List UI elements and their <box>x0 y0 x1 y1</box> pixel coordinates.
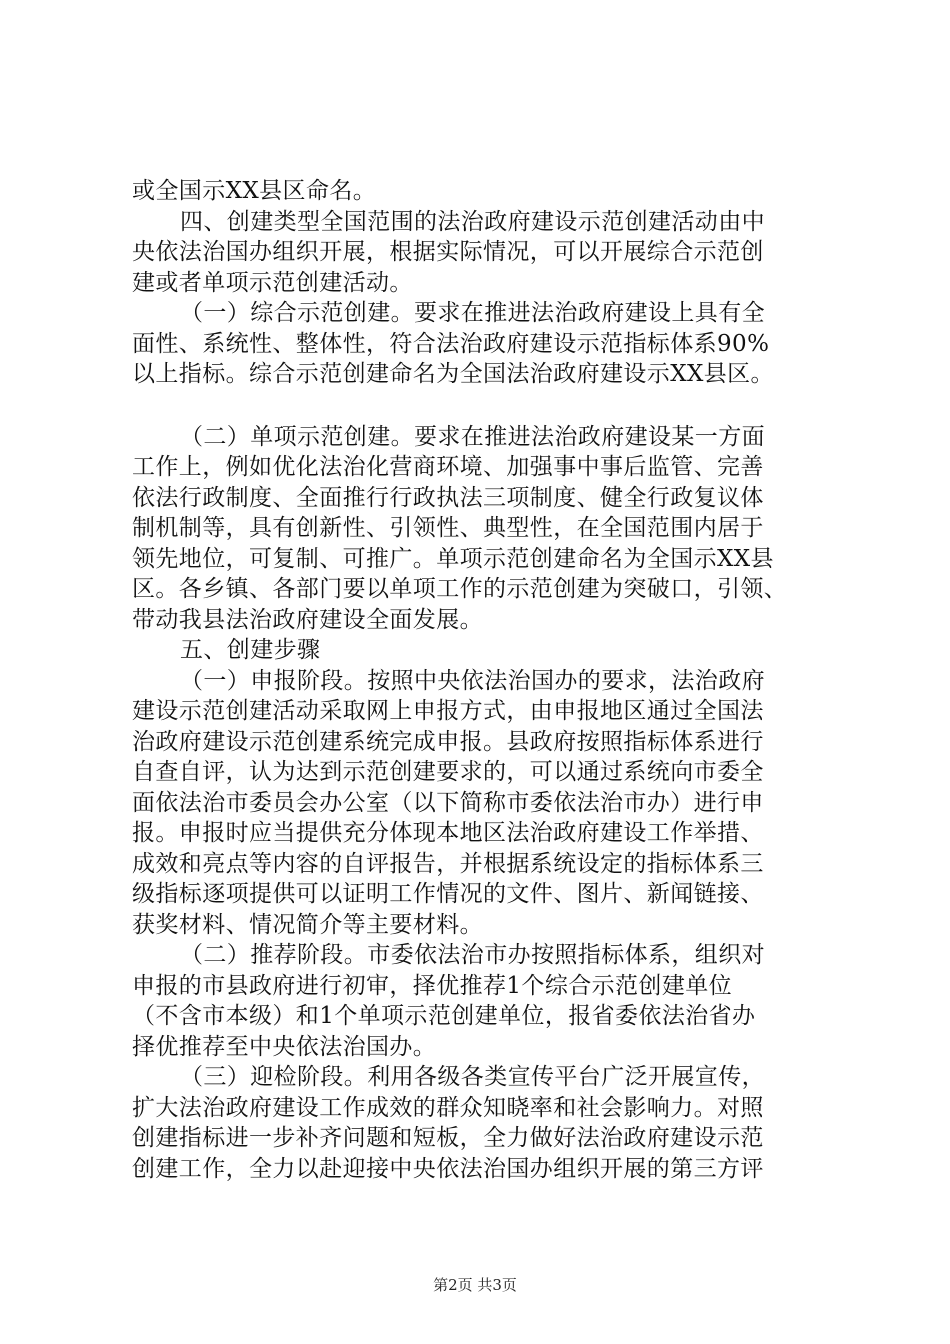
text-line: 面依法治市委员会办公室（以下简称市委依法治市办）进行申 <box>132 790 764 816</box>
page-number-footer: 第2页 共3页 <box>433 1276 517 1294</box>
text-line: （一）申报阶段。按照中央依法治国办的要求，法治政府 <box>180 668 765 694</box>
text-line: 或全国示XX县区命名。 <box>132 178 377 204</box>
text-line: 面性、系统性、整体性，符合法治政府建设示范指标体系90% <box>132 331 770 357</box>
text-line: 获奖材料、情况简介等主要材料。 <box>132 912 483 938</box>
text-line: 申报的市县政府进行初审，择优推荐1个综合示范创建单位 <box>132 973 733 999</box>
text-line: （不含市本级）和1个单项示范创建单位，报省委依法治省办 <box>132 1003 756 1029</box>
text-line: 领先地位，可复制、可推广。单项示范创建命名为全国示XX县 <box>132 546 774 572</box>
text-line: 成效和亮点等内容的自评报告，并根据系统设定的指标体系三 <box>132 851 764 877</box>
text-line: 依法行政制度、全面推行行政执法三项制度、健全行政复议体 <box>132 485 764 511</box>
text-line: 以上指标。综合示范创建命名为全国法治政府建设示XX县区。 <box>132 361 774 387</box>
text-line: 级指标逐项提供可以证明工作情况的文件、图片、新闻链接、 <box>132 881 764 907</box>
text-line: 创建指标进一步补齐问题和短板，全力做好法治政府建设示范 <box>132 1125 764 1151</box>
text-line: 创建工作，全力以赴迎接中央依法治国办组织开展的第三方评 <box>132 1156 764 1182</box>
text-line: 四、创建类型全国范围的法治政府建设示范创建活动由中 <box>180 209 765 235</box>
text-line: （三）迎检阶段。利用各级各类宣传平台广泛开展宣传， <box>180 1064 765 1090</box>
text-line: 工作上，例如优化法治化营商环境、加强事中事后监管、完善 <box>132 454 764 480</box>
text-line: （一）综合示范创建。要求在推进法治政府建设上具有全 <box>180 300 765 326</box>
text-line: 择优推荐至中央依法治国办。 <box>132 1034 437 1060</box>
text-line: 建设示范创建活动采取网上申报方式，由申报地区通过全国法 <box>132 698 764 724</box>
text-line: 区。各乡镇、各部门要以单项工作的示范创建为突破口，引领、 <box>132 576 788 602</box>
text-line: 制机制等，具有创新性、引领性、典型性，在全国范围内居于 <box>132 515 764 541</box>
text-line: 自查自评，认为达到示范创建要求的，可以通过系统向市委全 <box>132 759 764 785</box>
text-line: （二）推荐阶段。市委依法治市办按照指标体系，组织对 <box>180 942 765 968</box>
text-line: 扩大法治政府建设工作成效的群众知晓率和社会影响力。对照 <box>132 1095 764 1121</box>
text-line: 建或者单项示范创建活动。 <box>132 270 413 296</box>
text-line: （二）单项示范创建。要求在推进法治政府建设某一方面 <box>180 424 765 450</box>
text-line: 治政府建设示范创建系统完成申报。县政府按照指标体系进行 <box>132 729 764 755</box>
text-line: 央依法治国办组织开展，根据实际情况，可以开展综合示范创 <box>132 239 764 265</box>
section-heading: 五、创建步骤 <box>180 637 321 663</box>
text-line: 报。申报时应当提供充分体现本地区法治政府建设工作举措、 <box>132 820 764 846</box>
text-line: 带动我县法治政府建设全面发展。 <box>132 607 483 633</box>
